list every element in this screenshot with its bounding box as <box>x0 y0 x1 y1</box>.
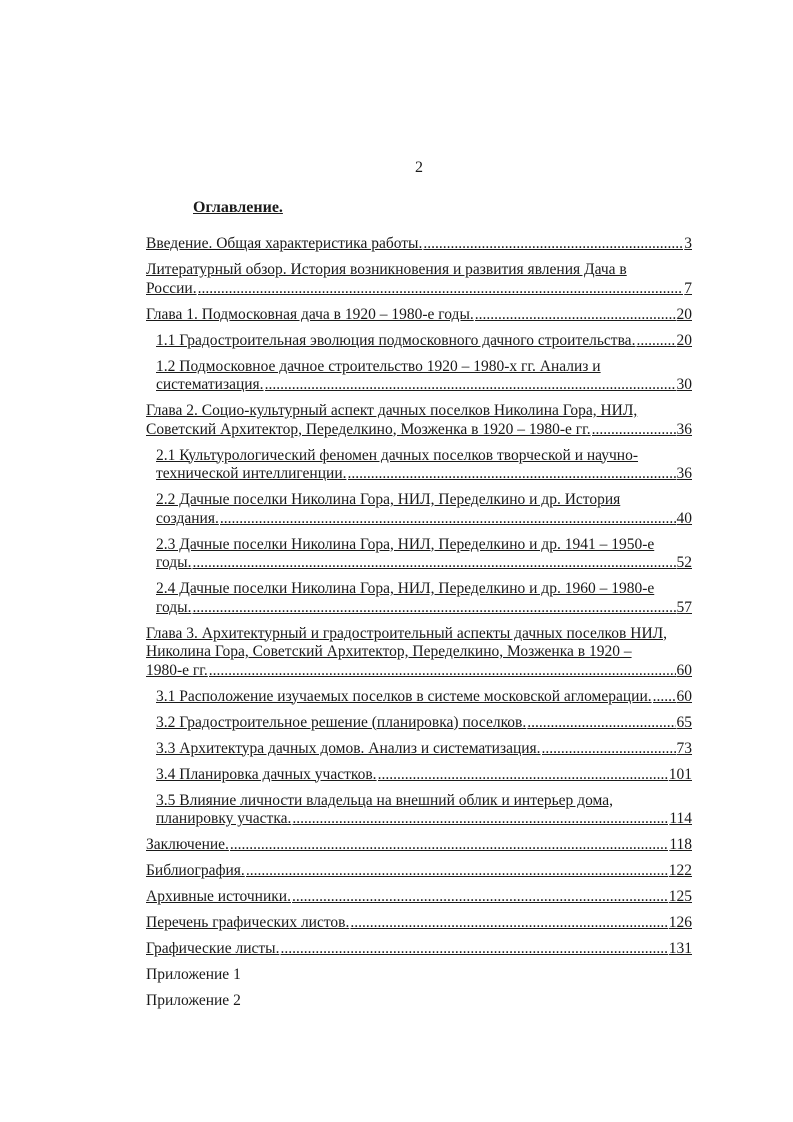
toc-entry-page: 7 <box>684 279 692 297</box>
toc-entry-page: 114 <box>669 810 692 827</box>
toc-leader-dots <box>378 766 668 785</box>
toc-entry-title: Перечень графических листов. <box>146 914 350 931</box>
toc-leader-dots <box>542 740 676 759</box>
toc-entry-page: 125 <box>668 888 692 905</box>
toc-entry-page: 101 <box>668 765 692 783</box>
toc-entry-page: 122 <box>668 862 692 879</box>
toc-leader-dots <box>292 888 668 907</box>
toc-entry-page: 118 <box>669 836 692 853</box>
toc-leader-dots <box>592 421 676 440</box>
toc-leader-dots <box>192 554 675 573</box>
toc-entry-title-start: 1.2 Подмосковное дачное строительство 1920 – 1980-х гг. Анализ и <box>156 357 601 375</box>
toc-entry-title: систематизация. <box>156 376 264 393</box>
toc-entry-page: 60 <box>676 661 692 679</box>
toc-entry[interactable] <box>146 625 692 681</box>
toc-entry-title: планировку участка. <box>156 810 292 827</box>
toc-entry[interactable] <box>156 580 692 617</box>
toc-entry-page: 20 <box>676 305 692 323</box>
toc-entry[interactable] <box>156 714 692 733</box>
toc-entry[interactable] <box>146 862 692 881</box>
toc-entry-title-start: 3.5 Влияние личности владельца на внешний облик и интерьер дома, <box>156 791 613 809</box>
toc-entry[interactable] <box>156 792 692 829</box>
toc-entry-title: 3.3 Архитектура дачных домов. Анализ и систематизация. <box>156 739 541 757</box>
toc-leader-dots <box>230 836 668 855</box>
toc-leader-dots <box>350 914 667 933</box>
toc-entry-page: 126 <box>668 914 692 931</box>
toc-leader-dots <box>636 332 675 351</box>
toc-entry-page: 3 <box>684 235 692 252</box>
toc-entry[interactable] <box>146 235 692 254</box>
toc-entry-title: Графические листы. <box>146 940 280 957</box>
toc-entry[interactable] <box>146 261 692 298</box>
toc-entry[interactable] <box>156 740 692 759</box>
toc-entry-title: России. <box>146 279 197 297</box>
toc-leader-dots <box>220 510 676 529</box>
toc-entry-title-start: Глава 2. Социо-культурный аспект дачных поселков Николина Гора, НИЛ, <box>146 402 638 419</box>
toc-entry-page: 65 <box>676 713 692 731</box>
toc-leader-dots <box>527 714 675 733</box>
toc-entry[interactable] <box>146 402 692 439</box>
toc-entry[interactable] <box>156 332 692 351</box>
toc-leader-dots <box>292 810 668 829</box>
toc-leader-dots <box>192 599 675 618</box>
toc-entry-title-start: 2.3 Дачные поселки Николина Гора, НИЛ, Переделкино и др. 1941 – 1950-е <box>156 535 655 553</box>
toc-entry-title: 3.1 Расположение изучаемых поселков в системе московской агломерации. <box>156 687 652 705</box>
toc-heading: Оглавление. <box>193 199 283 216</box>
appendix-item: Приложение 2 <box>146 992 241 1009</box>
toc-entry-title-start: Глава 3. Архитектурный и градостроительный аспекты дачных поселков НИЛ, Николина Гора, Советский Архитектор, Переделкино, Мозженка в 1920 – <box>146 624 668 660</box>
toc-leader-dots <box>198 280 684 299</box>
toc-entry[interactable] <box>156 766 692 785</box>
toc-entry-page: 40 <box>676 509 692 527</box>
toc-entry-title: технической интеллигенции. <box>156 465 347 482</box>
toc-entry-title: Библиография. <box>146 862 245 879</box>
toc-entry-title-start: 2.4 Дачные поселки Николина Гора, НИЛ, Переделкино и др. 1960 – 1980-е <box>156 580 655 597</box>
toc-entry-title: 1980-е гг. <box>146 661 208 679</box>
toc-entry[interactable] <box>146 940 692 959</box>
appendix-item: Приложение 1 <box>146 966 241 983</box>
toc-leader-dots <box>280 940 667 959</box>
toc-entry-title: Введение. Общая характеристика работы. <box>146 235 423 252</box>
toc-entry[interactable] <box>146 836 692 855</box>
toc-leader-dots <box>265 376 676 395</box>
toc-entry-title: Архивные источники. <box>146 888 291 905</box>
toc-entry-title: годы. <box>156 598 192 616</box>
toc-entry-title-start: Литературный обзор. История возникновения и развития явления Дача в <box>146 261 627 278</box>
toc-entry[interactable] <box>156 358 692 395</box>
toc-leader-dots <box>423 235 683 254</box>
toc-entry-title: годы. <box>156 554 192 571</box>
toc-entry-title: 1.1 Градостроительная эволюция подмосковного дачного строительства. <box>156 331 636 349</box>
toc-leader-dots <box>246 862 668 881</box>
toc-entry[interactable] <box>146 888 692 907</box>
toc-entry-page: 131 <box>668 940 692 957</box>
toc-entry[interactable] <box>146 306 692 325</box>
toc-entry-title: Глава 1. Подмосковная дача в 1920 – 1980-е годы. <box>146 305 474 323</box>
toc-entry-title-start: 2.2 Дачные поселки Николина Гора, НИЛ, Переделкино и др. История <box>156 491 621 508</box>
toc-entry-title: Советский Архитектор, Переделкино, Мозженка в 1920 – 1980-е гг. <box>146 420 591 438</box>
toc-entry-title: Заключение. <box>146 836 229 853</box>
toc-entry[interactable] <box>156 447 692 484</box>
toc-entry-page: 36 <box>676 420 692 438</box>
toc-entry-title-start: 2.1 Культурологический феномен дачных поселков творческой и научно- <box>156 446 639 464</box>
toc-entry-page: 30 <box>676 376 692 393</box>
toc-entry-page: 20 <box>676 331 692 349</box>
toc-leader-dots <box>209 662 676 681</box>
page-number: 2 <box>415 159 423 176</box>
toc-entry-page: 52 <box>676 554 692 571</box>
toc-entry[interactable] <box>156 688 692 707</box>
toc-entry-title: 3.2 Градостроительное решение (планировка) поселков. <box>156 713 527 731</box>
toc-entry-title: создания. <box>156 509 219 527</box>
toc-leader-dots <box>348 465 676 484</box>
toc-leader-dots <box>653 688 676 707</box>
toc-entry-page: 57 <box>676 598 692 616</box>
table-of-contents <box>146 235 692 1018</box>
toc-entry-page: 73 <box>676 739 692 757</box>
toc-entry[interactable] <box>156 536 692 573</box>
toc-entry-page: 60 <box>676 687 692 705</box>
toc-entry-title: 3.4 Планировка дачных участков. <box>156 765 377 783</box>
toc-entry[interactable] <box>156 491 692 528</box>
toc-leader-dots <box>475 306 676 325</box>
toc-entry-page: 36 <box>676 465 692 482</box>
toc-entry[interactable] <box>146 914 692 933</box>
